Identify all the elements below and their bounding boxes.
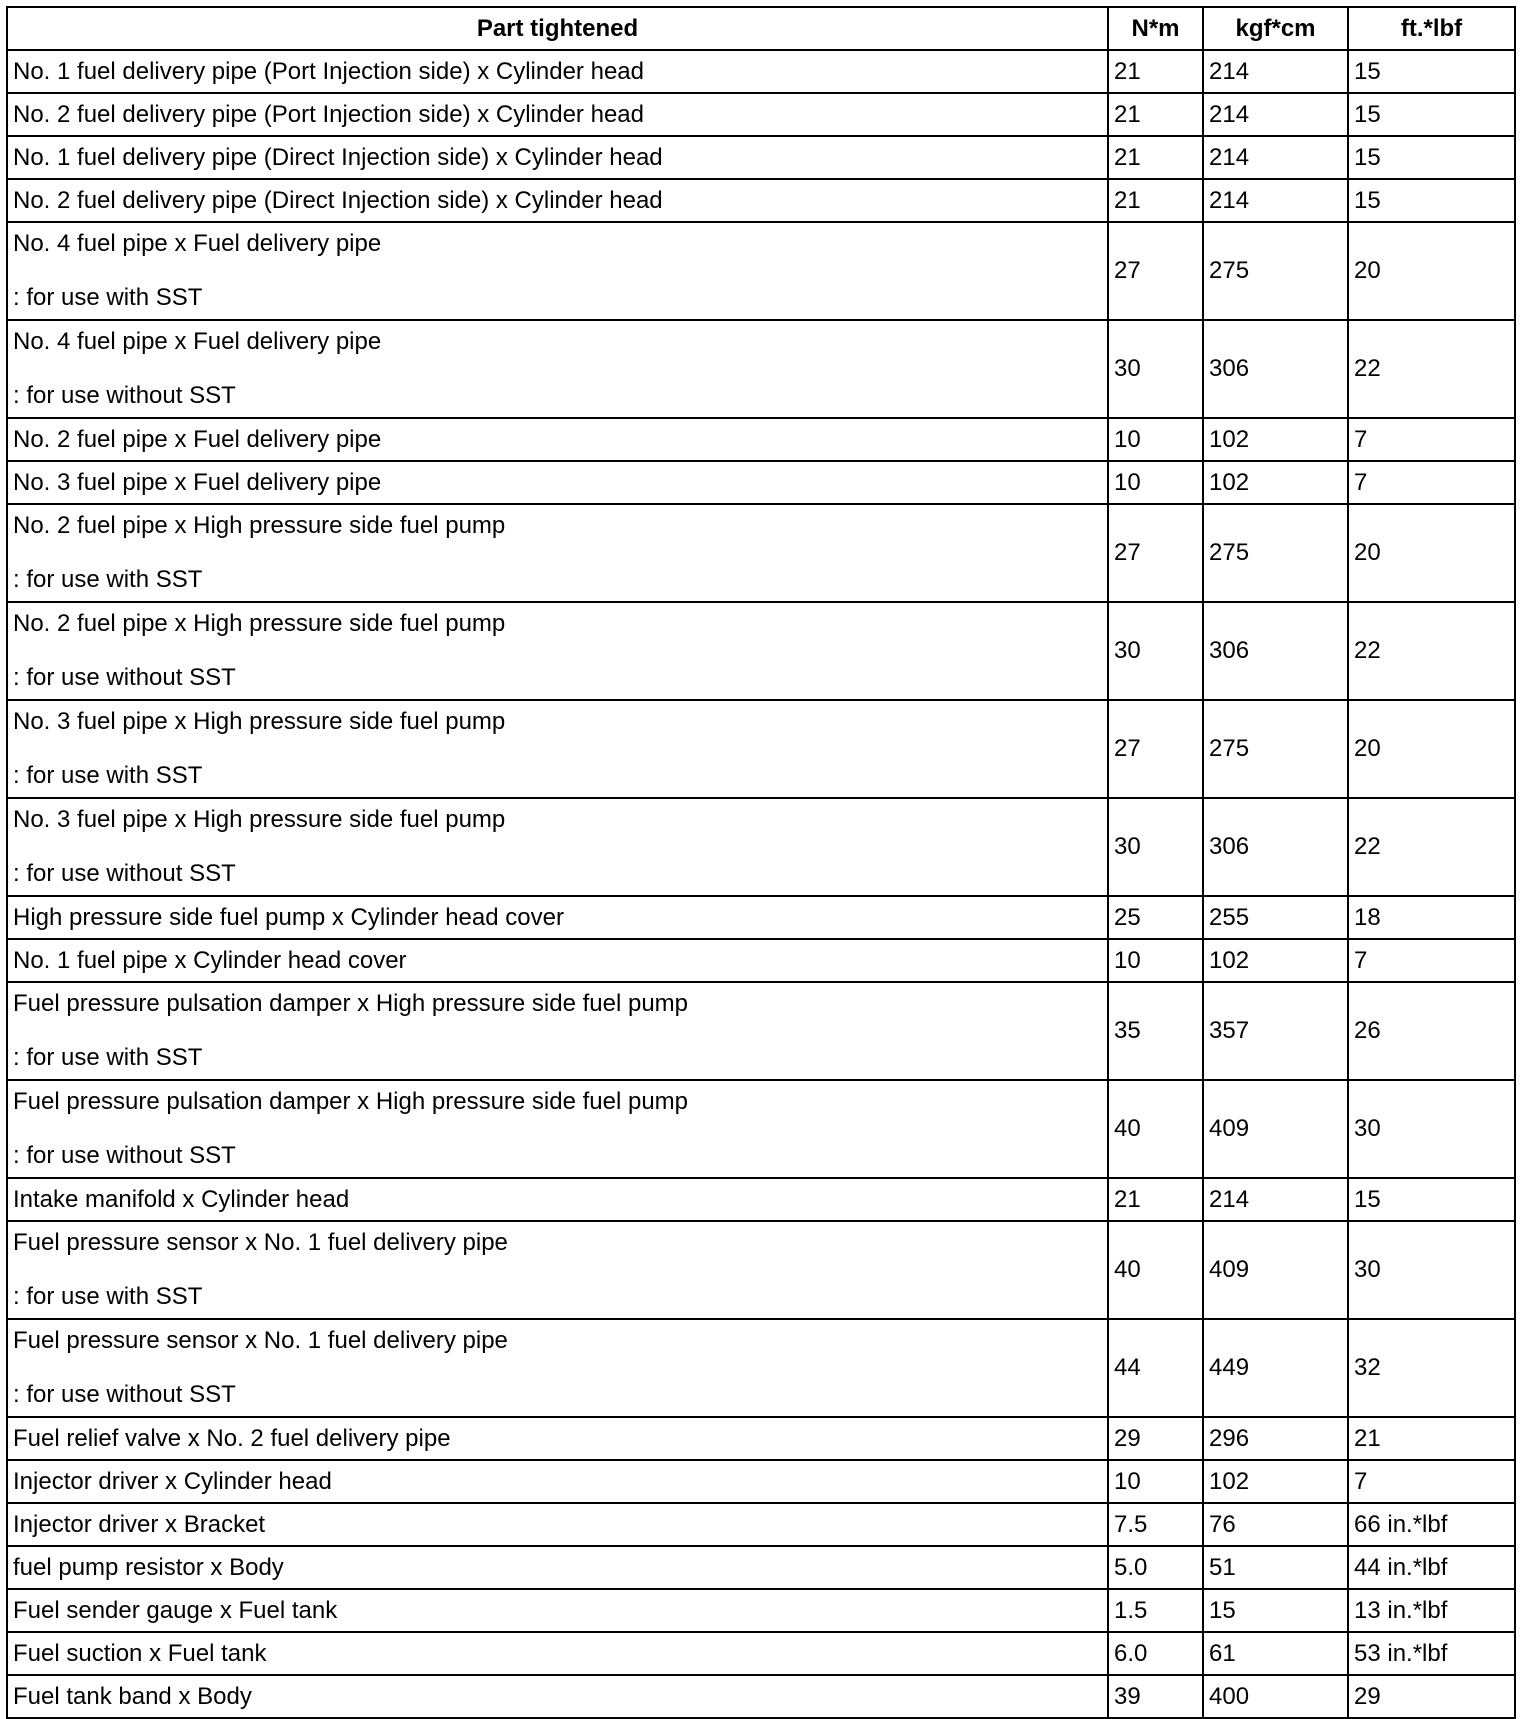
torque-kgf-cell: 275 [1203, 504, 1348, 602]
torque-ft-cell: 26 [1348, 982, 1515, 1080]
part-name: Injector driver x Cylinder head [13, 1467, 332, 1495]
table-row [7, 93, 1515, 136]
table-row [7, 1319, 1515, 1417]
torque-kgf-cell: 214 [1203, 1178, 1348, 1221]
part-cell [7, 136, 1108, 179]
part-cell [7, 50, 1108, 93]
header-newton-meter: N*m [1108, 7, 1203, 50]
part-condition: : for use without SST [13, 664, 236, 691]
table-row [7, 504, 1515, 602]
part-condition: : for use without SST [13, 860, 236, 887]
part-name: Fuel pressure sensor x No. 1 fuel delivery pipe [13, 1327, 508, 1354]
part-name: Fuel relief valve x No. 2 fuel delivery pipe [13, 1424, 451, 1452]
part-name: No. 1 fuel delivery pipe (Direct Injection side) x Cylinder head [13, 143, 663, 171]
torque-nm-cell: 10 [1108, 939, 1203, 982]
torque-nm-cell: 21 [1108, 179, 1203, 222]
part-cell [7, 461, 1108, 504]
torque-nm-cell: 1.5 [1108, 1589, 1203, 1632]
torque-ft-cell: 30 [1348, 1221, 1515, 1319]
torque-ft-cell: 15 [1348, 136, 1515, 179]
table-row [7, 1675, 1515, 1718]
table-row [7, 136, 1515, 179]
table-row [7, 1417, 1515, 1460]
part-cell [7, 418, 1108, 461]
torque-kgf-cell: 357 [1203, 982, 1348, 1080]
torque-kgf-cell: 306 [1203, 320, 1348, 418]
torque-nm-cell: 27 [1108, 504, 1203, 602]
part-cell [7, 1080, 1108, 1178]
part-condition: : for use with SST [13, 1044, 203, 1071]
part-cell [7, 1546, 1108, 1589]
table-row [7, 1546, 1515, 1589]
part-cell [7, 222, 1108, 320]
table-row [7, 179, 1515, 222]
torque-nm-cell: 44 [1108, 1319, 1203, 1417]
torque-ft-cell: 20 [1348, 504, 1515, 602]
part-cell [7, 602, 1108, 700]
part-name: fuel pump resistor x Body [13, 1553, 284, 1581]
table-row [7, 222, 1515, 320]
part-cell [7, 1675, 1108, 1718]
part-name: Fuel pressure pulsation damper x High pressure side fuel pump [13, 1088, 689, 1115]
torque-nm-cell: 6.0 [1108, 1632, 1203, 1675]
torque-ft-cell: 7 [1348, 461, 1515, 504]
torque-ft-cell: 32 [1348, 1319, 1515, 1417]
part-name: Fuel suction x Fuel tank [13, 1639, 267, 1667]
torque-nm-cell: 10 [1108, 461, 1203, 504]
torque-kgf-cell: 76 [1203, 1503, 1348, 1546]
part-cell [7, 1632, 1108, 1675]
torque-kgf-cell: 255 [1203, 896, 1348, 939]
torque-nm-cell: 29 [1108, 1417, 1203, 1460]
torque-nm-cell: 7.5 [1108, 1503, 1203, 1546]
torque-ft-cell: 20 [1348, 700, 1515, 798]
part-name: No. 2 fuel delivery pipe (Direct Injection side) x Cylinder head [13, 186, 663, 214]
torque-nm-cell: 21 [1108, 136, 1203, 179]
torque-nm-cell: 39 [1108, 1675, 1203, 1718]
torque-ft-cell: 22 [1348, 798, 1515, 896]
torque-ft-cell: 15 [1348, 1178, 1515, 1221]
part-name: No. 3 fuel pipe x High pressure side fuel pump [13, 708, 506, 735]
part-name: No. 4 fuel pipe x Fuel delivery pipe [13, 230, 382, 257]
torque-kgf-cell: 15 [1203, 1589, 1348, 1632]
torque-ft-cell: 15 [1348, 50, 1515, 93]
torque-nm-cell: 10 [1108, 1460, 1203, 1503]
part-cell [7, 93, 1108, 136]
part-name: High pressure side fuel pump x Cylinder head cover [13, 903, 564, 931]
table-header [7, 7, 1515, 50]
part-condition: : for use with SST [13, 762, 203, 789]
torque-kgf-cell: 102 [1203, 418, 1348, 461]
torque-kgf-cell: 214 [1203, 93, 1348, 136]
part-name: No. 2 fuel pipe x High pressure side fuel pump [13, 512, 506, 539]
part-name: No. 1 fuel delivery pipe (Port Injection side) x Cylinder head [13, 57, 644, 85]
torque-ft-cell: 7 [1348, 1460, 1515, 1503]
part-name: No. 2 fuel delivery pipe (Port Injection side) x Cylinder head [13, 100, 644, 128]
part-cell [7, 504, 1108, 602]
part-cell [7, 179, 1108, 222]
torque-nm-cell: 35 [1108, 982, 1203, 1080]
torque-ft-cell: 15 [1348, 93, 1515, 136]
part-name: Fuel sender gauge x Fuel tank [13, 1596, 338, 1624]
torque-ft-cell: 30 [1348, 1080, 1515, 1178]
part-name: Fuel tank band x Body [13, 1682, 252, 1710]
torque-kgf-cell: 306 [1203, 798, 1348, 896]
torque-ft-cell: 22 [1348, 602, 1515, 700]
part-name: No. 3 fuel pipe x Fuel delivery pipe [13, 468, 382, 496]
torque-ft-cell: 13 in.*lbf [1348, 1589, 1515, 1632]
part-name: No. 4 fuel pipe x Fuel delivery pipe [13, 328, 382, 355]
torque-kgf-cell: 306 [1203, 602, 1348, 700]
torque-kgf-cell: 214 [1203, 179, 1348, 222]
torque-ft-cell: 66 in.*lbf [1348, 1503, 1515, 1546]
part-cell [7, 1417, 1108, 1460]
header-kgf-cm: kgf*cm [1203, 7, 1348, 50]
part-name: Fuel pressure pulsation damper x High pressure side fuel pump [13, 990, 689, 1017]
torque-kgf-cell: 61 [1203, 1632, 1348, 1675]
part-name: Intake manifold x Cylinder head [13, 1185, 350, 1213]
part-cell [7, 1589, 1108, 1632]
part-condition: : for use with SST [13, 284, 203, 311]
torque-kgf-cell: 102 [1203, 461, 1348, 504]
torque-ft-cell: 7 [1348, 418, 1515, 461]
table-row [7, 320, 1515, 418]
part-cell [7, 896, 1108, 939]
table-row [7, 700, 1515, 798]
table-row [7, 939, 1515, 982]
part-name: Fuel pressure sensor x No. 1 fuel delivery pipe [13, 1229, 508, 1256]
torque-kgf-cell: 275 [1203, 700, 1348, 798]
part-cell [7, 798, 1108, 896]
torque-ft-cell: 29 [1348, 1675, 1515, 1718]
part-condition: : for use without SST [13, 1381, 236, 1408]
table-row [7, 418, 1515, 461]
torque-ft-cell: 22 [1348, 320, 1515, 418]
torque-nm-cell: 10 [1108, 418, 1203, 461]
part-cell [7, 1319, 1108, 1417]
torque-ft-cell: 53 in.*lbf [1348, 1632, 1515, 1675]
torque-nm-cell: 25 [1108, 896, 1203, 939]
table-row [7, 602, 1515, 700]
torque-kgf-cell: 409 [1203, 1221, 1348, 1319]
part-name: No. 2 fuel pipe x Fuel delivery pipe [13, 425, 382, 453]
part-cell [7, 939, 1108, 982]
torque-nm-cell: 21 [1108, 93, 1203, 136]
torque-ft-cell: 15 [1348, 179, 1515, 222]
table-body [7, 50, 1515, 1718]
part-name: No. 2 fuel pipe x High pressure side fuel pump [13, 610, 506, 637]
table-row [7, 1589, 1515, 1632]
part-name: No. 1 fuel pipe x Cylinder head cover [13, 946, 407, 974]
torque-kgf-cell: 102 [1203, 939, 1348, 982]
part-condition: : for use without SST [13, 1142, 236, 1169]
torque-ft-cell: 21 [1348, 1417, 1515, 1460]
torque-kgf-cell: 409 [1203, 1080, 1348, 1178]
torque-spec-table [6, 6, 1516, 1719]
header-ft-lbf: ft.*lbf [1348, 7, 1515, 50]
torque-nm-cell: 21 [1108, 50, 1203, 93]
torque-nm-cell: 27 [1108, 222, 1203, 320]
torque-nm-cell: 5.0 [1108, 1546, 1203, 1589]
torque-kgf-cell: 400 [1203, 1675, 1348, 1718]
torque-nm-cell: 30 [1108, 798, 1203, 896]
table-row [7, 1178, 1515, 1221]
table-row [7, 982, 1515, 1080]
torque-kgf-cell: 214 [1203, 136, 1348, 179]
table-row [7, 1460, 1515, 1503]
torque-ft-cell: 20 [1348, 222, 1515, 320]
part-name: Injector driver x Bracket [13, 1510, 266, 1538]
table-row [7, 896, 1515, 939]
torque-nm-cell: 40 [1108, 1221, 1203, 1319]
table-row [7, 1632, 1515, 1675]
part-condition: : for use with SST [13, 1283, 203, 1310]
table-row [7, 50, 1515, 93]
torque-nm-cell: 40 [1108, 1080, 1203, 1178]
torque-nm-cell: 30 [1108, 320, 1203, 418]
torque-kgf-cell: 214 [1203, 50, 1348, 93]
part-cell [7, 1221, 1108, 1319]
part-condition: : for use with SST [13, 566, 203, 593]
torque-ft-cell: 18 [1348, 896, 1515, 939]
torque-nm-cell: 21 [1108, 1178, 1203, 1221]
torque-kgf-cell: 296 [1203, 1417, 1348, 1460]
part-name: No. 3 fuel pipe x High pressure side fuel pump [13, 806, 506, 833]
table-row [7, 1080, 1515, 1178]
table-row [7, 1503, 1515, 1546]
part-cell [7, 320, 1108, 418]
table-row [7, 798, 1515, 896]
torque-kgf-cell: 51 [1203, 1546, 1348, 1589]
torque-kgf-cell: 275 [1203, 222, 1348, 320]
part-cell [7, 1460, 1108, 1503]
part-condition: : for use without SST [13, 382, 236, 409]
table-row [7, 461, 1515, 504]
part-cell [7, 1178, 1108, 1221]
torque-nm-cell: 27 [1108, 700, 1203, 798]
torque-ft-cell: 44 in.*lbf [1348, 1546, 1515, 1589]
part-cell [7, 1503, 1108, 1546]
table-row [7, 1221, 1515, 1319]
torque-kgf-cell: 102 [1203, 1460, 1348, 1503]
header-row [7, 7, 1515, 50]
torque-nm-cell: 30 [1108, 602, 1203, 700]
torque-kgf-cell: 449 [1203, 1319, 1348, 1417]
torque-ft-cell: 7 [1348, 939, 1515, 982]
part-cell [7, 982, 1108, 1080]
header-part-tightened: Part tightened [7, 7, 1108, 50]
part-cell [7, 700, 1108, 798]
